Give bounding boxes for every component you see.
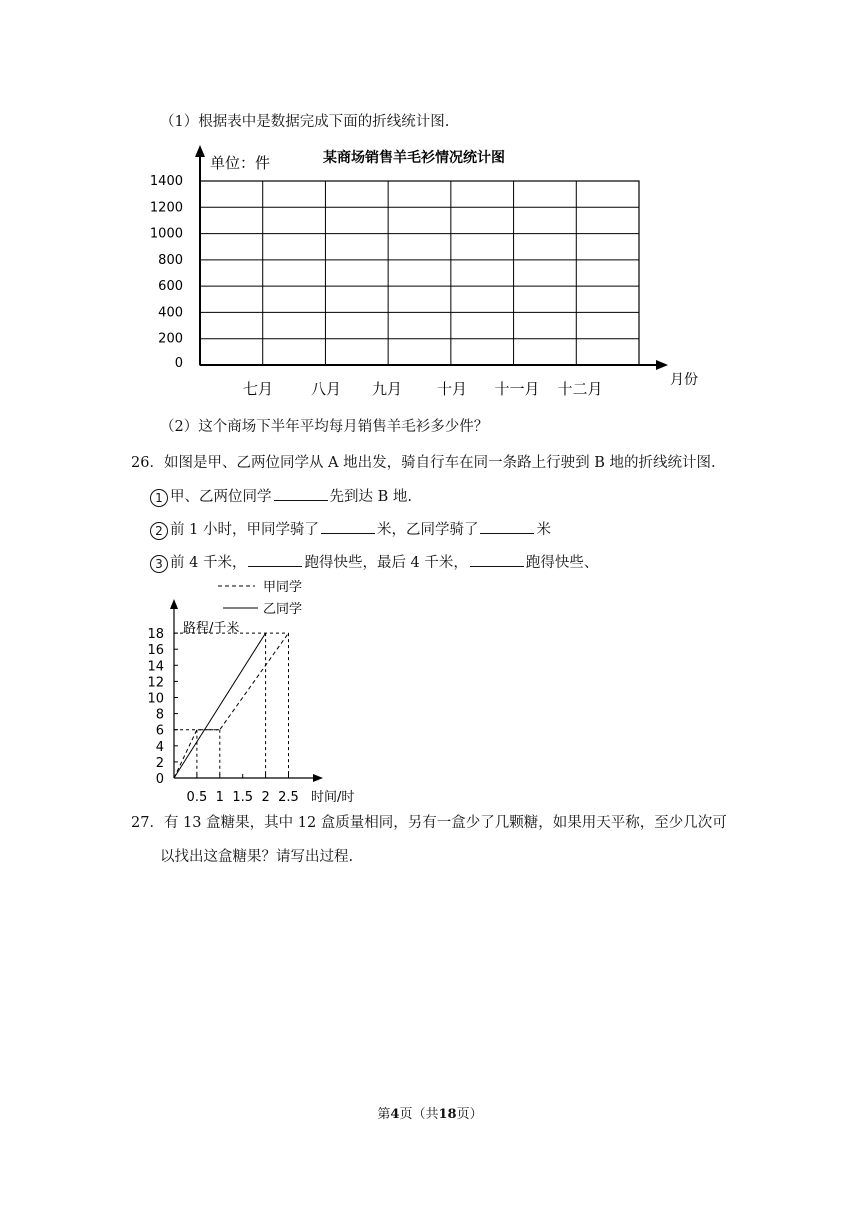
c1-y-tick-label: 600	[158, 279, 183, 295]
q26-item3-text-a: 前 4 千米，	[170, 555, 247, 571]
c1-y-tick-label: 0	[174, 356, 183, 371]
distance-time-chart	[140, 575, 500, 810]
c2-y-tick-label: 4	[155, 739, 164, 755]
c1-x-category-label: 十月	[436, 380, 468, 398]
c2-x-tick-label: 2.5	[278, 790, 299, 805]
c2-y-tick-label: 12	[147, 675, 164, 691]
c1-grid-frame	[200, 181, 639, 365]
q27-line2: 以找出这盒糖果？请写出过程.	[160, 849, 354, 865]
q25-part2-text: （2）这个商场下半年平均每月销售羊毛衫多少件？	[160, 419, 489, 435]
c2-y-tick-label: 0	[155, 772, 164, 787]
c1-x-category-label: 十一月	[494, 380, 540, 398]
c1-x-category-label: 十二月	[557, 380, 603, 398]
q26-item2-text-c: 米	[536, 522, 551, 538]
q26-item2-text-b: 米，乙同学骑了	[376, 522, 479, 538]
c1-y-tick-label: 800	[158, 252, 183, 268]
jia-series-line	[174, 633, 289, 778]
c2-y-tick-label: 8	[155, 707, 164, 723]
c1-title: 某商场销售羊毛衫情况统计图	[323, 150, 505, 166]
wool-sweater-grid-chart	[0, 143, 860, 403]
answer-blank[interactable]	[274, 486, 328, 501]
page-footer	[0, 1103, 860, 1122]
c1-y-tick-label: 1200	[149, 200, 183, 216]
footer-prefix: 第	[377, 1107, 391, 1122]
c1-x-category-label: 八月	[310, 380, 342, 398]
c2-y-tick-label: 18	[147, 627, 164, 643]
q26-item1-text-b: 先到达 B 地.	[329, 489, 412, 505]
c1-x-arrow	[656, 360, 668, 370]
q26-item3	[150, 551, 598, 573]
c1-unit-label: 单位：件	[210, 154, 271, 172]
c1-x-category-label: 七月	[242, 380, 274, 398]
answer-blank[interactable]	[321, 519, 375, 534]
c1-x-axis-label: 月份	[670, 372, 698, 388]
c2-y-tick-label: 6	[155, 723, 164, 739]
c2-x-tick-label: 1.5	[232, 790, 254, 805]
c2-y-arrow	[170, 599, 178, 609]
footer-page-number: 4	[390, 1107, 400, 1122]
circled-number-3: 3	[150, 555, 168, 573]
c2-x-tick-label: 1	[215, 790, 224, 805]
q26-item2	[150, 518, 551, 540]
c2-x-axis-label: 时间/时	[311, 790, 355, 805]
q25-part1-text: （1）根据表中是数据完成下面的折线统计图.	[160, 114, 450, 130]
footer-mid: 页（共	[399, 1107, 439, 1122]
c1-y-tick-label: 1400	[149, 174, 183, 189]
q26-item3-text-c: 跑得快些、	[525, 555, 599, 571]
c1-x-category-label: 九月	[371, 380, 403, 398]
answer-blank[interactable]	[248, 552, 302, 567]
legend-yi-label: 乙同学	[263, 602, 303, 617]
answer-blank[interactable]	[480, 519, 534, 534]
c2-y-tick-label: 2	[155, 755, 164, 771]
footer-suffix: 页）	[456, 1107, 483, 1122]
c1-y-tick-label: 400	[158, 305, 183, 321]
c2-x-tick-label: 2	[261, 790, 270, 805]
c1-y-tick-label: 200	[158, 331, 183, 347]
c2-y-tick-label: 10	[147, 691, 164, 707]
q26-item1-text-a: 甲、乙两位同学	[170, 489, 272, 505]
c2-y-tick-label: 16	[147, 643, 164, 659]
c2-x-tick-label: 0.5	[186, 790, 208, 805]
q26-item3-text-b: 跑得快些，最后 4 千米，	[304, 555, 468, 571]
c1-y-tick-label: 1000	[149, 226, 183, 242]
q26-item2-text-a: 前 1 小时，甲同学骑了	[170, 522, 319, 538]
answer-blank[interactable]	[470, 552, 524, 567]
circled-number-1: 1	[150, 489, 168, 507]
q26-stem: 26．如图是甲、乙两位同学从 A 地出发，骑自行车在同一条路上行驶到 B 地的折线统计图.	[131, 455, 716, 471]
c1-y-arrow	[195, 145, 205, 157]
footer-total-pages: 18	[438, 1107, 457, 1122]
c2-y-axis-label: 路程/千米	[183, 621, 240, 636]
q27-line1: 27．有 13 盒糖果，其中 12 盒质量相同，另有一盒少了几颗糖，如果用天平称，至少几次可	[131, 815, 727, 831]
circled-number-2: 2	[150, 522, 168, 540]
c2-y-tick-label: 14	[147, 659, 164, 675]
legend-jia-label: 甲同学	[263, 580, 303, 595]
q26-item1	[150, 485, 412, 507]
c2-x-arrow	[313, 774, 323, 782]
